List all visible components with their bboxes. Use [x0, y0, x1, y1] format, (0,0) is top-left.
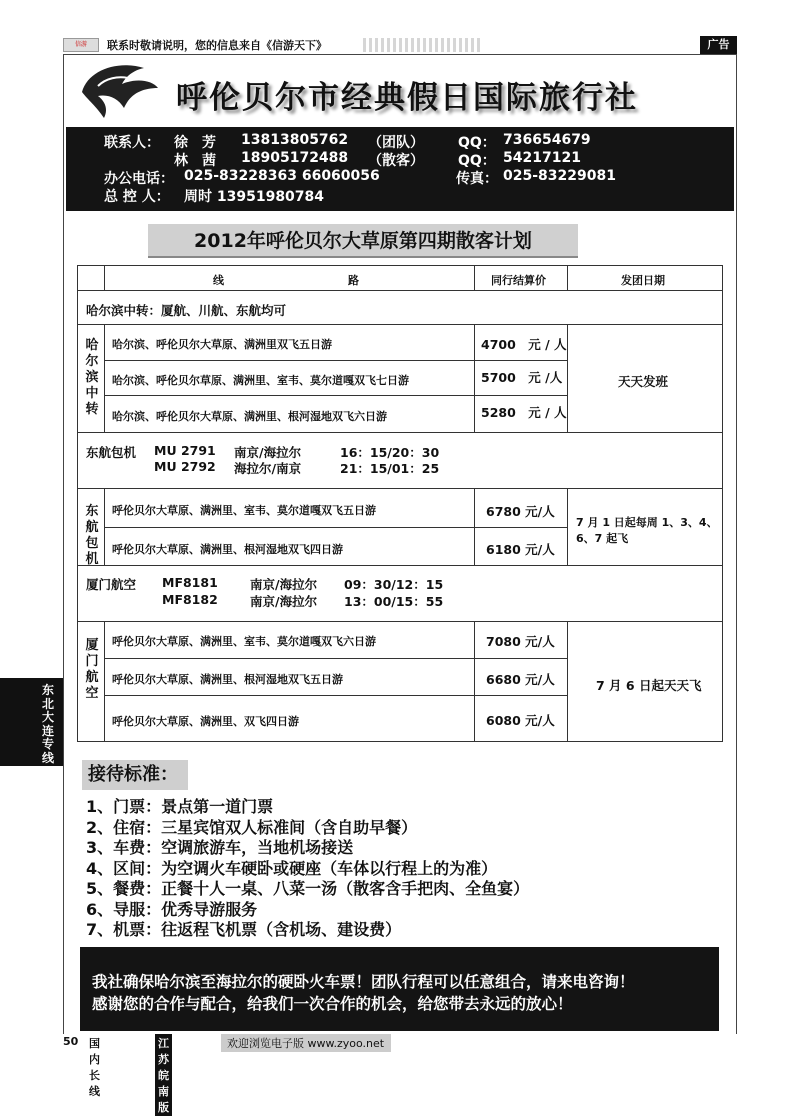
bottom-banner: [80, 947, 719, 1031]
qq-label-1: QQ：: [458, 135, 496, 151]
section1-row1-route: 哈尔滨、呼伦贝尔大草原、满洲里双飞五日游: [112, 338, 332, 351]
footer-brand: 江苏皖南版: [155, 1034, 172, 1116]
manager-label: 总 控 人：: [104, 189, 170, 205]
section3-group-label: 厦门航空: [85, 638, 99, 701]
manager-name: 周时 13951980784: [184, 189, 325, 205]
section3-date: 7 月 6 日起天天飞: [596, 678, 702, 693]
office-phone: 025-83228363 66060056: [184, 168, 380, 184]
section1-row2-route: 哈尔滨、呼伦贝尔草原、满洲里、室韦、莫尔道嘎双飞七日游: [112, 374, 409, 387]
schedule-table: [77, 265, 723, 742]
section2-group-label: 东航包机: [85, 504, 99, 567]
qq-number-1: 736654679: [503, 132, 591, 148]
top-header-strip: [63, 36, 723, 54]
banner-line-1: 我社确保哈尔滨至海拉尔的硬卧火车票！团队行程可以任意组合，请来电咨询！: [92, 973, 635, 991]
contact-type-1: （团队）: [368, 135, 424, 151]
contact-person-1: 徐 芳: [174, 135, 216, 151]
standards-title: 接待标准：: [82, 760, 188, 790]
banner-line-2: 感谢您的合作与配合，给我们一次合作的机会，给您带去永远的放心！: [92, 995, 573, 1013]
section1-date: 天天发班: [618, 374, 669, 389]
section2-label: 东航包机: [86, 445, 137, 460]
section3-flight2: MF8182: [162, 592, 218, 607]
section1-group-label: 哈尔滨中转: [85, 338, 99, 417]
section3-time1: 09：30/12：15: [344, 577, 444, 592]
section2-time1: 16：15/20：30: [340, 445, 440, 460]
section3-time2: 13：00/15：55: [344, 594, 444, 609]
company-logo-icon: [78, 58, 160, 120]
fax-label: 传真：: [456, 171, 498, 187]
section2-flight2: MU 2792: [154, 459, 216, 474]
list-item: 7、机票：往返程飞机票（含机场、建设费）: [86, 920, 402, 939]
list-item: 6、导服：优秀导游服务: [86, 899, 258, 919]
section3-row2-route: 呼伦贝尔大草原、满洲里、根河湿地双飞五日游: [112, 673, 343, 686]
list-item: 3、车费：空调旅游车，当地机场接送: [86, 838, 354, 857]
ad-label: 广告: [700, 36, 737, 54]
section1-row3-price: 5280 元 / 人: [481, 405, 567, 420]
section1-row3-route: 哈尔滨、呼伦贝尔大草原、满洲里、根河湿地双飞六日游: [112, 410, 387, 423]
section3-row2-price: 6680 元/人: [486, 672, 555, 687]
plan-title: 2012年呼伦贝尔大草原第四期散客计划: [148, 224, 578, 258]
contact-phone-1: 13813805762: [241, 132, 349, 148]
side-tab: [0, 678, 63, 766]
section3-row1-price: 7080 元/人: [486, 634, 555, 649]
header-route-b: 路: [348, 274, 359, 287]
section2-flight1: MU 2791: [154, 443, 216, 458]
section1-row2-price: 5700 元 /人: [481, 370, 563, 385]
section3-route1: 南京/海拉尔: [250, 577, 318, 592]
section2-time2: 21：15/01：25: [340, 461, 440, 476]
qq-label-2: QQ：: [458, 153, 496, 169]
section3-row3-price: 6080 元/人: [486, 713, 555, 728]
header-price: 同行结算价: [491, 274, 546, 287]
footer-section: 国内长线: [89, 1037, 100, 1098]
section2-row1-price: 6780 元/人: [486, 504, 555, 519]
company-name: 呼伦贝尔市经典假日国际旅行社: [176, 80, 638, 116]
section3-route2: 南京/海拉尔: [250, 594, 318, 609]
section1-row1-price: 4700 元 / 人: [481, 337, 567, 352]
fax-number: 025-83229081: [503, 168, 616, 184]
section2-date-line1: 7 月 1 日起每周 1、3、4、: [576, 516, 718, 529]
section3-label: 厦门航空: [86, 577, 137, 592]
list-item: 2、住宿：三星宾馆双人标准间（含自助早餐）: [86, 817, 418, 837]
contact-block: [66, 127, 734, 211]
contact-label: 联系人：: [104, 135, 160, 151]
section2-date-line2: 6、7 起飞: [576, 532, 629, 545]
list-item: 4、区间：为空调火车硬卧或硬座（车体以行程上的为准）: [86, 858, 498, 878]
contact-phone-2: 18905172488: [241, 150, 349, 166]
section2-row2-price: 6180 元/人: [486, 542, 555, 557]
section2-route2: 海拉尔/南京: [234, 461, 302, 476]
office-label: 办公电话：: [104, 171, 174, 187]
list-item: 5、餐费：正餐十人一桌、八菜一汤（散客含手把肉、全鱼宴）: [86, 879, 530, 898]
qq-number-2: 54217121: [503, 150, 581, 166]
section2-row2-route: 呼伦贝尔大草原、满洲里、根河湿地双飞四日游: [112, 543, 343, 556]
section3-flight1: MF8181: [162, 575, 218, 590]
footer-web-link[interactable]: 欢迎浏览电子版 www.zyoo.net: [221, 1034, 391, 1052]
list-item: 1、门票：景点第一道门票: [86, 797, 274, 816]
section1-note: 哈尔滨中转：厦航、川航、东航均可: [86, 303, 287, 318]
section3-row3-route: 呼伦贝尔大草原、满洲里、双飞四日游: [112, 715, 299, 728]
section2-route1: 南京/海拉尔: [234, 445, 302, 460]
header-notice: 联系时敬请说明，您的信息来自《信游天下》: [107, 39, 327, 52]
header-route-a: 线: [213, 274, 224, 287]
section3-row1-route: 呼伦贝尔大草原、满洲里、室韦、莫尔道嘎双飞六日游: [112, 635, 376, 648]
page-number: 50: [63, 1035, 79, 1048]
header-date: 发团日期: [621, 274, 665, 287]
magazine-logo: 信游: [63, 38, 99, 52]
side-tab-label: 东北大连专线: [41, 683, 54, 765]
section2-row1-route: 呼伦贝尔大草原、满洲里、室韦、莫尔道嘎双飞五日游: [112, 504, 376, 517]
contact-person-2: 林 茜: [174, 153, 216, 169]
contact-type-2: （散客）: [368, 153, 424, 169]
standards-list: [86, 797, 529, 941]
decorative-pattern: [363, 38, 483, 52]
